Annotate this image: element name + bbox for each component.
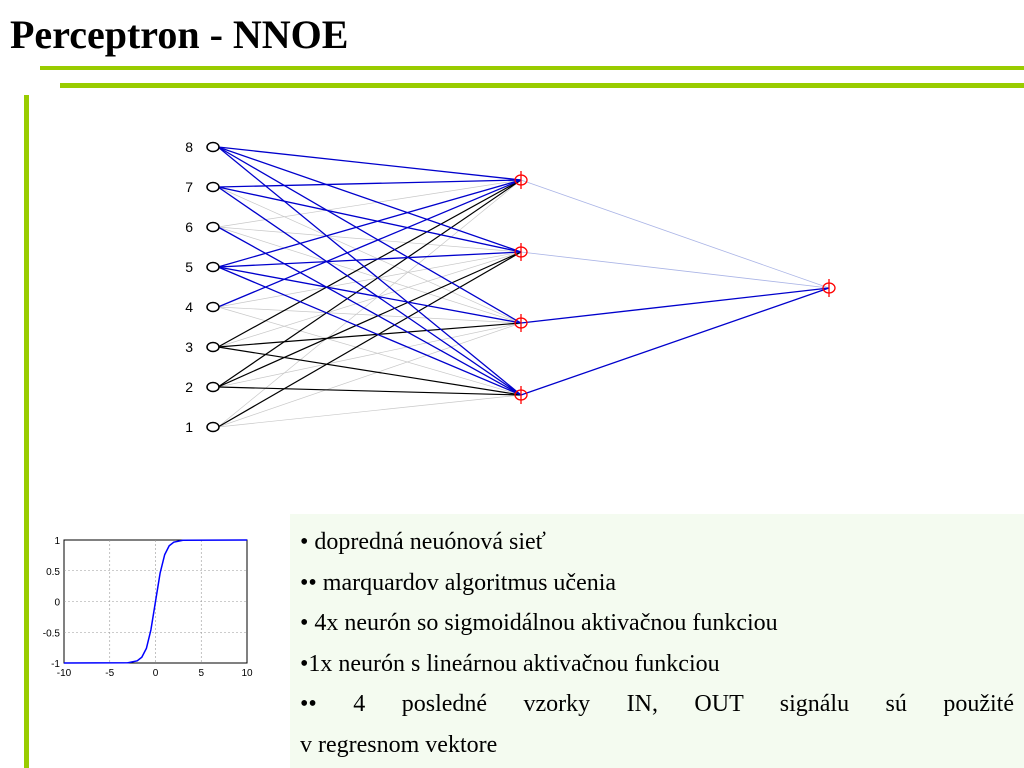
bullet-5-continuation: v regresnom vektore	[300, 731, 498, 758]
x-tick-label: -10	[56, 668, 72, 679]
x-tick-label: 10	[241, 668, 253, 679]
connection-hidden-1-output	[521, 180, 829, 288]
connections	[218, 147, 829, 427]
y-tick-label: 0.5	[46, 566, 60, 578]
x-tick-label: 0	[152, 668, 159, 679]
input-label-5: 5	[185, 259, 193, 275]
input-label-1: 1	[185, 419, 193, 435]
bullet-5: •• 4 posledné vzorky IN, OUT signálu sú použité	[300, 691, 1014, 717]
input-label-6: 6	[185, 219, 193, 235]
input-label-3: 3	[185, 339, 193, 355]
y-tick-label: 1	[54, 536, 60, 547]
connection-hidden-2-output	[521, 252, 829, 288]
connection-hidden-4-output	[521, 288, 829, 395]
bullet-3: • 4x neurón so sigmoidálnou aktivačnou funkciou	[300, 610, 778, 636]
x-tick-label: -5	[105, 668, 115, 679]
bullet-2: •• marquardov algoritmus učenia	[300, 569, 617, 596]
connection-hidden-3-output	[521, 288, 829, 323]
x-tick-label: 5	[198, 668, 205, 679]
input-label-4: 4	[185, 299, 193, 315]
input-label-2: 2	[185, 379, 193, 395]
slide-title: Perceptron - NNOE	[10, 12, 349, 57]
y-tick-label: -1	[51, 659, 60, 670]
sigmoid-chart	[0, 0, 290, 768]
description-box	[290, 514, 1024, 768]
bullet-4: •1x neurón s lineárnou aktivačnou funkciou	[300, 650, 720, 677]
y-tick-label: -0.5	[42, 628, 60, 640]
input-label-8: 8	[185, 139, 193, 155]
bullet-1: • dopredná neuónová sieť	[300, 529, 546, 555]
input-label-7: 7	[185, 179, 193, 195]
y-tick-label: 0	[54, 597, 60, 609]
